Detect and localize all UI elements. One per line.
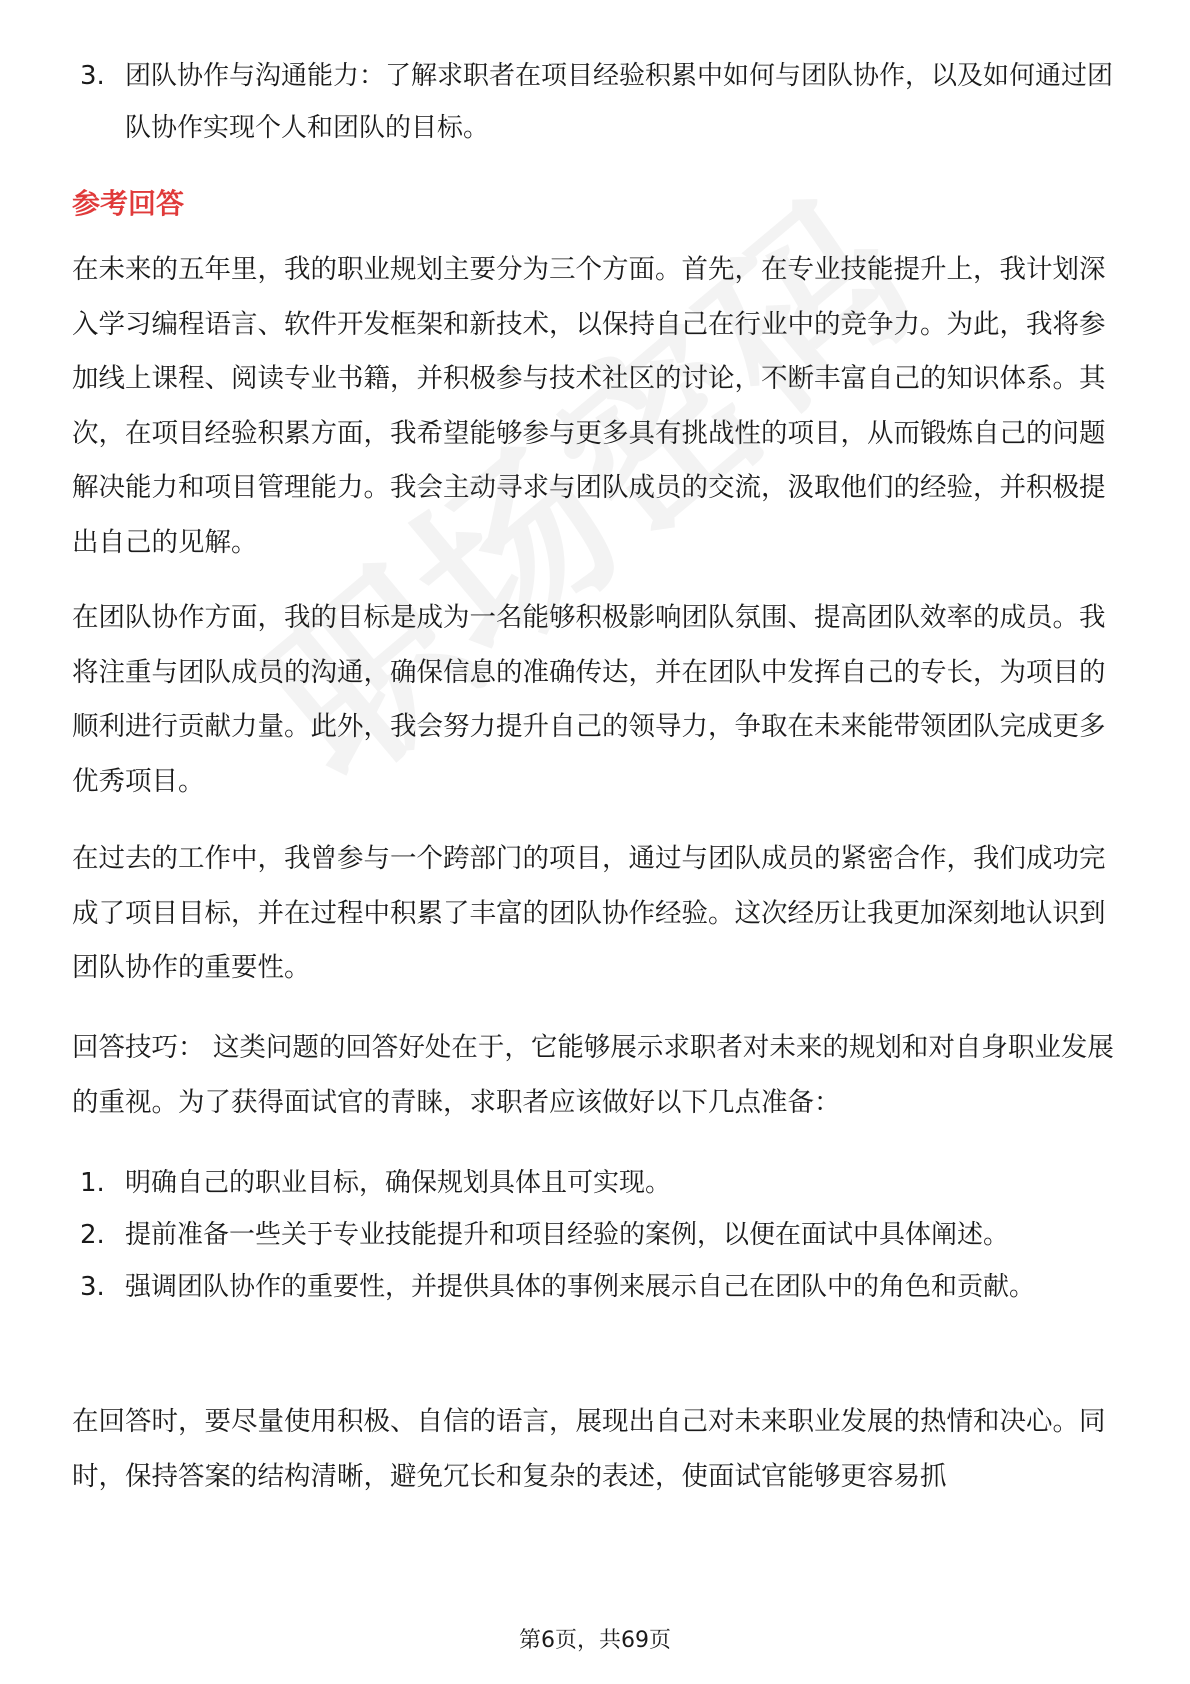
closing-paragraph: 在回答时，要尽量使用积极、自信的语言，展现出自己对未来职业发展的热情和决心。同时，保持答案的结构清晰，避免冗长和复杂的表述，使面试官能够更容易抓 [72, 1406, 1106, 1492]
question-points-list [80, 50, 1120, 154]
list-item [80, 1157, 1120, 1209]
list-item [80, 1261, 1120, 1313]
list-item-text: 提前准备一些关于专业技能提升和项目经验的案例，以便在面试中具体阐述。 [125, 1220, 1010, 1250]
list-item-text: 团队协作与沟通能力：了解求职者在项目经验积累中如何与团队协作，以及如何通过团队协作实现个人和团队的目标。 [125, 61, 1114, 143]
list-item-number: 1. [80, 1168, 105, 1198]
tips-paragraph: 回答技巧： 这类问题的回答好处在于，它能够展示求职者对未来的规划和对自身职业发展的重视。为了获得面试官的青睐，求职者应该做好以下几点准备： [72, 1032, 1114, 1118]
list-item-text: 强调团队协作的重要性，并提供具体的事例来展示自己在团队中的角色和贡献。 [125, 1272, 1036, 1302]
list-item [80, 1209, 1120, 1261]
list-item-text: 明确自己的职业目标，确保规划具体且可实现。 [125, 1168, 672, 1198]
page-number: 第6页，共69页 [519, 1628, 671, 1653]
list-item-number: 3. [80, 61, 105, 91]
answer-paragraph: 在团队协作方面，我的目标是成为一名能够积极影响团队氛围、提高团队效率的成员。我将注重与团队成员的沟通，确保信息的准确传达，并在团队中发挥自己的专长，为项目的顺利进行贡献力量。此外，我会努力提升自己的领导力，争取在未来能带领团队完成更多优秀项目。 [72, 602, 1106, 797]
list-item [80, 50, 1120, 154]
list-item-number: 2. [80, 1220, 105, 1250]
answer-paragraph: 在过去的工作中，我曾参与一个跨部门的项目，通过与团队成员的紧密合作，我们成功完成了项目目标，并在过程中积累了丰富的团队协作经验。这次经历让我更加深刻地认识到团队协作的重要性。 [72, 843, 1106, 983]
answer-paragraph: 在未来的五年里，我的职业规划主要分为三个方面。首先，在专业技能提升上，我计划深入学习编程语言、软件开发框架和新技术，以保持自己在行业中的竞争力。为此，我将参加线上课程、阅读专业书籍，并积极参与技术社区的讨论，不断丰富自己的知识体系。其次，在项目经验积累方面，我希望能够参与更多具有挑战性的项目，从而锻炼自己的问题解决能力和项目管理能力。我会主动寻求与团队成员的交流，汲取他们的经验，并积极提出自己的见解。 [72, 254, 1106, 558]
tips-list [80, 1157, 1120, 1313]
section-heading: 参考回答 [72, 187, 185, 220]
list-item-number: 3. [80, 1272, 105, 1302]
